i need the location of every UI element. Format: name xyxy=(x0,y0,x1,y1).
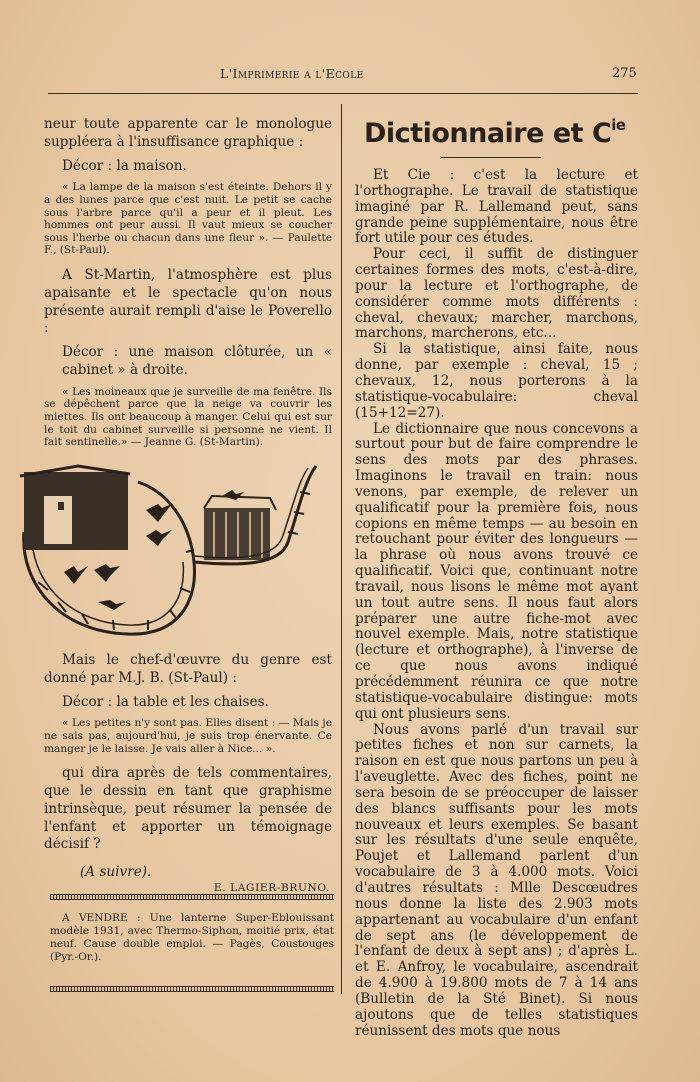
running-head: L'Imprimerie a l'Ecole xyxy=(220,66,364,81)
right-paragraph-3: Si la statistique, ainsi faite, nous donne, par exemple : cheval, 15 ; chevaux, 12, nous porterons à la statistique-vocabulaire: cheval (15+12=27). xyxy=(355,341,638,421)
child-quote-2: « Les moineaux que je surveille de ma fenêtre. Ils se dépêchent parce que la neige va couvrir les miettes. Ils ont beaucoup à manger. Celui qui est sur le toit du cabinet surveille si personne ne vient. Il fait sentinelle.» — Jeanne G. (St-Martin). xyxy=(44,385,332,449)
left-column-lower xyxy=(44,652,332,894)
column-divider xyxy=(341,104,342,994)
article-title-superscript: ie xyxy=(611,116,626,134)
left-paragraph-4: qui dira après de tels commentaires, que le dessin en tant que graphisme intrinsèque, peut résumer la pensée de l'enfant et apporter un témoignage décisif ? xyxy=(44,765,332,853)
decor-line-2: Décor : une maison clôturée, un « cabinet » à droite. xyxy=(62,344,332,378)
ornamental-rule-top xyxy=(50,894,334,900)
page-number: 275 xyxy=(612,66,637,81)
child-quote-3: « Les petites n'y sont pas. Elles disent : — Mais je ne sais pas, aujourd'hui, je suis trop énervante. Ce manger je le laisse. Je vais aller à Nice... ». xyxy=(44,717,332,755)
left-paragraph-3: Mais le chef-d'œuvre du genre est donné par M.J. B. (St-Paul) : xyxy=(44,652,332,686)
left-paragraph-2: A St-Martin, l'atmosphère est plus apaisante et le spectacle qu'on nous présente aurait rempli d'aise le Poverello : xyxy=(44,266,332,337)
article-title xyxy=(364,118,638,149)
child-quote-1: « La lampe de la maison s'est éteinte. Dehors il y a des lunes parce que c'est nuit. Le petit se cache sous l'arbre parce qu'il a peur et il pleut. Les hommes ont peur aussi. Il vaut mieux se coucher sous l'herbe ou chacun dans une fleur ». — Paulette F., (St-Paul). xyxy=(44,181,332,257)
ornamental-rule-bottom xyxy=(50,986,334,992)
left-paragraph-1: neur toute apparente car le monologue suppléera à l'insuffisance graphique : xyxy=(44,116,332,150)
right-column xyxy=(355,116,638,1039)
right-paragraph-2: Pour ceci, il suffit de distinguer certaines formes des mots, c'est-à-dire, pour la lecture et l'orthographe, de considérer comme mots différents : cheval, chevaux; marcher, marchons, marchons, marcherons, etc... xyxy=(355,246,638,342)
right-paragraph-1: Et Cie : c'est la lecture et l'orthographe. Le travail de statistique imaginé par R. Lallemand peut, sans grande peine supplémentaire, nous être fort utile pour ces études. xyxy=(355,167,638,247)
header-rule xyxy=(48,93,638,94)
left-column xyxy=(44,116,332,459)
title-rule xyxy=(441,157,541,158)
right-paragraph-5: Nous avons parlé d'un travail sur petites fiches et non sur carnets, la raison en est que nous partons un peu à l'aveuglette. Avec des fiches, point ne sera besoin de se préoccuper de laisser des blancs suffisants pour les mots nouveaux et leurs exemples. Se basant sur les résultats d'une seule enquête, Poujet et Lallemand parlent d'un vocabulaire de 3 à 4.000 mots. Voici d'autres résultats : Mlle Descœudres nous donne la liste des 2.903 mots appartenant au vocabulaire d'un enfant de sept ans (le développement de l'enfant de deux à sept ans) ; d'après L. et E. Anfroy, le vocabulaire, ascendrait de 4.900 à 19.800 mots de 7 à 14 ans (Bulletin de la Sté Binet). Si nous ajoutons que de telles statistiques réunissent des mots que nous xyxy=(355,721,638,1039)
decor-line-3: Décor : la table et les chaises. xyxy=(62,693,269,710)
author-signature: E. LAGIER-BRUNO. xyxy=(213,882,330,895)
article-title-text: Dictionnaire et C xyxy=(364,118,612,149)
right-paragraph-4: Le dictionnaire que nous concevons a surtout pour but de faire comprendre le sens des mots par des phrases. Imaginons le travail en train: nous venons, par exemple, de relever un qualificatif pour la première fois, nous copions en même temps — au besoin en retouchant pour éviter des longueurs — la phrase où nous avons trouvé ce qualificatif. Voici que, continuant notre travail, nous lisons le même mot ayant un tout autre sens. Il nous faut alors préparer une autre fiche-mot avec nouvel exemple. Mais, notre statistique (lecture et orthographe), à l'inverse de ce que nous avons indiqué précédemment réunira ce que notre statistique-vocabulaire distingue: mots qui ont plusieurs sens. xyxy=(355,420,638,722)
to-be-continued: (A suivre). xyxy=(80,864,152,881)
classified-ad: A VENDRE : Une lanterne Super-Eblouissant modèle 1931, avec Thermo-Siphon, moitié prix, état neuf. Cause double emploi. — Pagès, Coustouges (Pyr.-Or.). xyxy=(50,912,334,963)
child-drawing-illustration xyxy=(18,462,320,640)
decor-line-1: Décor : la maison. xyxy=(62,157,187,174)
